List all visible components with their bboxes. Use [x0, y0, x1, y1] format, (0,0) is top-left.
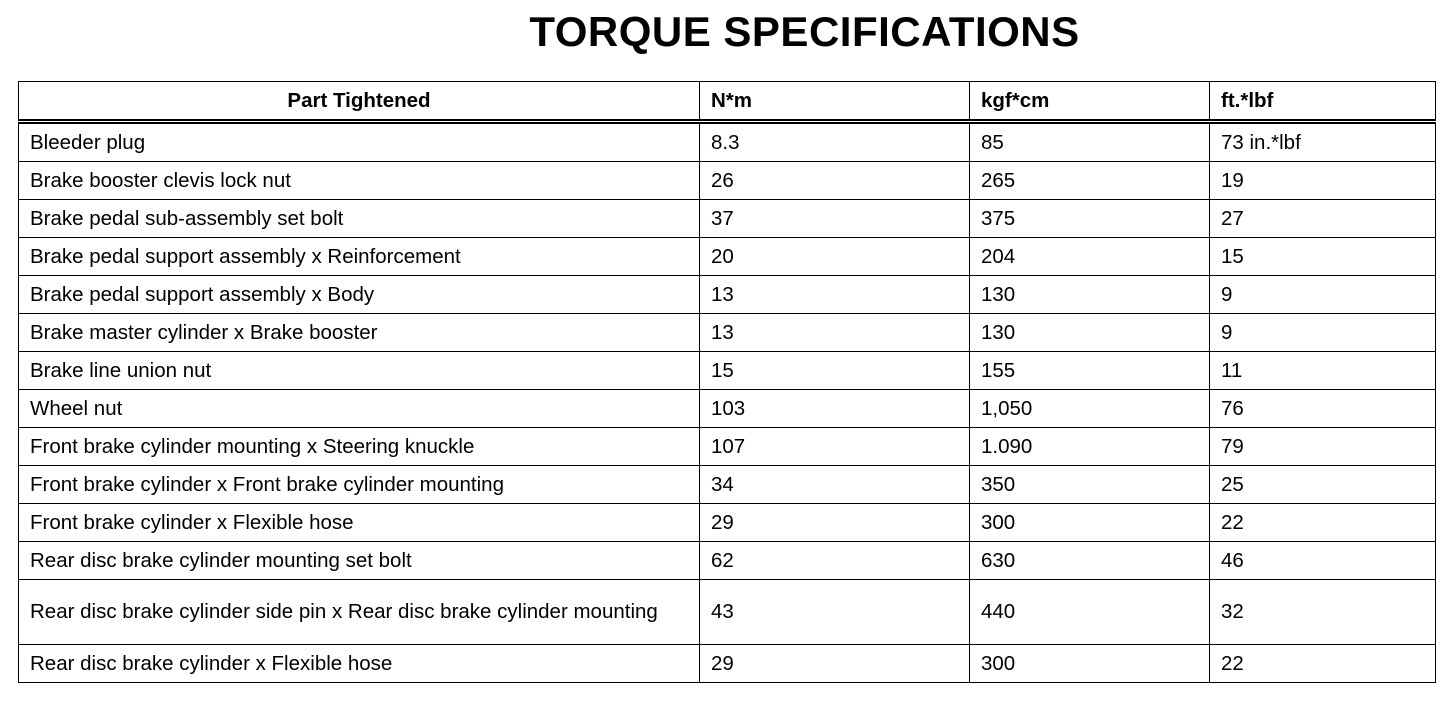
- part-cell: Rear disc brake cylinder mounting set bolt: [19, 542, 700, 580]
- part-cell: Front brake cylinder x Front brake cylinder mounting: [19, 466, 700, 504]
- ftlbf-cell: 9: [1210, 314, 1436, 352]
- table-row: [19, 428, 1436, 466]
- ftlbf-cell: 79: [1210, 428, 1436, 466]
- nm-cell: 29: [700, 504, 970, 542]
- table-header-row: [19, 82, 1436, 122]
- nm-cell: 107: [700, 428, 970, 466]
- ftlbf-cell: 25: [1210, 466, 1436, 504]
- ftlbf-cell: 46: [1210, 542, 1436, 580]
- ftlbf-cell: 73 in.*lbf: [1210, 122, 1436, 162]
- page-title: TORQUE SPECIFICATIONS: [529, 8, 1080, 55]
- table-row: [19, 645, 1436, 683]
- part-cell: Brake pedal support assembly x Body: [19, 276, 700, 314]
- ftlbf-cell: 32: [1210, 580, 1436, 645]
- kgfcm-cell: 1.090: [970, 428, 1210, 466]
- kgfcm-cell: 375: [970, 200, 1210, 238]
- nm-cell: 62: [700, 542, 970, 580]
- nm-cell: 26: [700, 162, 970, 200]
- nm-cell: 20: [700, 238, 970, 276]
- nm-cell: 103: [700, 390, 970, 428]
- table-row: [19, 390, 1436, 428]
- part-cell: Brake pedal sub-assembly set bolt: [19, 200, 700, 238]
- header-part-tightened: Part Tightened: [19, 82, 700, 122]
- nm-cell: 15: [700, 352, 970, 390]
- kgfcm-cell: 265: [970, 162, 1210, 200]
- header-ftlbf: ft.*lbf: [1210, 82, 1436, 122]
- kgfcm-cell: 1,050: [970, 390, 1210, 428]
- table-row: [19, 122, 1436, 162]
- kgfcm-cell: 130: [970, 314, 1210, 352]
- part-cell: Front brake cylinder mounting x Steering knuckle: [19, 428, 700, 466]
- nm-cell: 34: [700, 466, 970, 504]
- nm-cell: 37: [700, 200, 970, 238]
- part-cell: Brake booster clevis lock nut: [19, 162, 700, 200]
- kgfcm-cell: 130: [970, 276, 1210, 314]
- part-cell: Bleeder plug: [19, 122, 700, 162]
- kgfcm-cell: 350: [970, 466, 1210, 504]
- kgfcm-cell: 300: [970, 645, 1210, 683]
- table-row: [19, 200, 1436, 238]
- torque-spec-table: [18, 81, 1436, 683]
- ftlbf-cell: 76: [1210, 390, 1436, 428]
- part-cell: Wheel nut: [19, 390, 700, 428]
- part-cell: Rear disc brake cylinder x Flexible hose: [19, 645, 700, 683]
- nm-cell: 13: [700, 314, 970, 352]
- table-row: [19, 352, 1436, 390]
- nm-cell: 29: [700, 645, 970, 683]
- ftlbf-cell: 22: [1210, 645, 1436, 683]
- header-nm: N*m: [700, 82, 970, 122]
- ftlbf-cell: 22: [1210, 504, 1436, 542]
- table-row: [19, 276, 1436, 314]
- kgfcm-cell: 155: [970, 352, 1210, 390]
- ftlbf-cell: 15: [1210, 238, 1436, 276]
- part-cell: Brake pedal support assembly x Reinforcement: [19, 238, 700, 276]
- ftlbf-cell: 27: [1210, 200, 1436, 238]
- nm-cell: 8.3: [700, 122, 970, 162]
- table-row: [19, 466, 1436, 504]
- kgfcm-cell: 204: [970, 238, 1210, 276]
- table-row: [19, 504, 1436, 542]
- table-row: [19, 314, 1436, 352]
- table-row: [19, 580, 1436, 645]
- table-row: [19, 162, 1436, 200]
- nm-cell: 43: [700, 580, 970, 645]
- nm-cell: 13: [700, 276, 970, 314]
- part-cell: Front brake cylinder x Flexible hose: [19, 504, 700, 542]
- ftlbf-cell: 19: [1210, 162, 1436, 200]
- ftlbf-cell: 9: [1210, 276, 1436, 314]
- kgfcm-cell: 85: [970, 122, 1210, 162]
- table-row: [19, 542, 1436, 580]
- kgfcm-cell: 630: [970, 542, 1210, 580]
- kgfcm-cell: 440: [970, 580, 1210, 645]
- table-row: [19, 238, 1436, 276]
- part-cell: Brake line union nut: [19, 352, 700, 390]
- ftlbf-cell: 11: [1210, 352, 1436, 390]
- header-kgfcm: kgf*cm: [970, 82, 1210, 122]
- part-cell: Rear disc brake cylinder side pin x Rear disc brake cylinder mounting: [19, 580, 700, 645]
- part-cell: Brake master cylinder x Brake booster: [19, 314, 700, 352]
- kgfcm-cell: 300: [970, 504, 1210, 542]
